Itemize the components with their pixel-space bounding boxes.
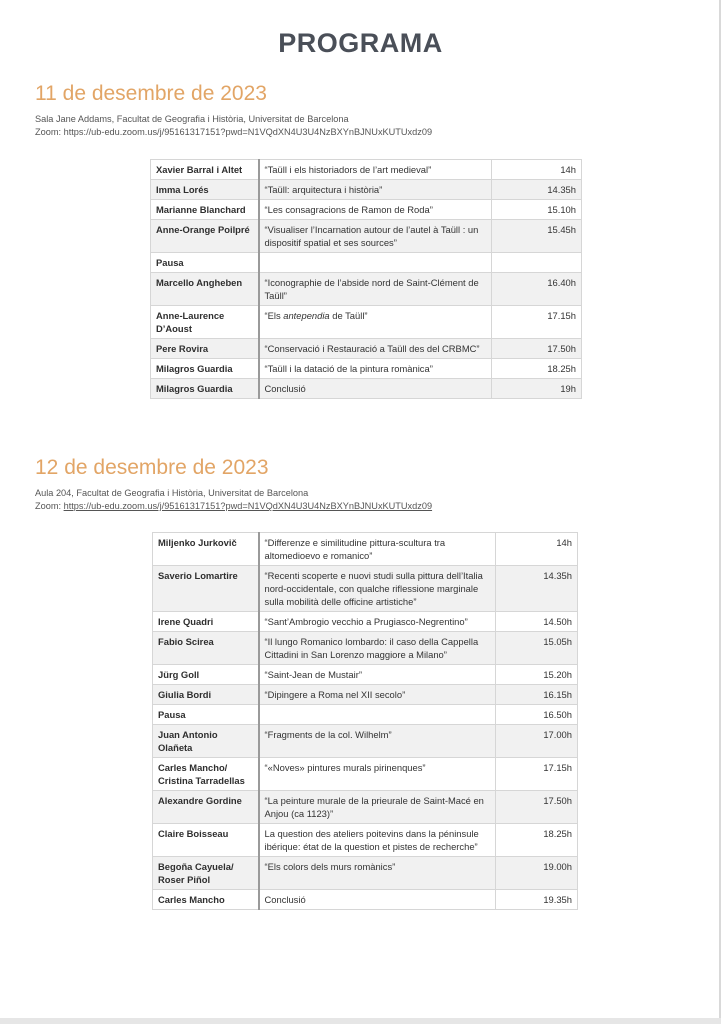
- talk-title: “Recenti scoperte e nuovi studi sulla pittura dell’Italia nord-occidentale, con qualche riflessione marginale sulla mobilità delle officine artistiche”: [259, 566, 496, 612]
- speaker-name: Begoña Cayuela/ Roser Piñol: [153, 857, 259, 890]
- day-1-venue: Sala Jane Addams, Facultat de Geografia i Història, Universitat de Barcelona: [35, 114, 349, 124]
- talk-title: Conclusió: [259, 890, 496, 910]
- session-time: 16.50h: [496, 705, 578, 725]
- session-time: 15.20h: [496, 665, 578, 685]
- talk-title: La question des ateliers poitevins dans la péninsule ibérique: état de la question et pistes de recherche”: [259, 824, 496, 857]
- session-time: 17.00h: [496, 725, 578, 758]
- day-2-venue: Aula 204, Facultat de Geografia i Història, Universitat de Barcelona: [35, 488, 309, 498]
- schedule-row: [151, 253, 582, 273]
- speaker-name: Marianne Blanchard: [151, 200, 259, 220]
- talk-title: “Fragments de la col. Wilhelm”: [259, 725, 496, 758]
- speaker-name: Giulia Bordi: [153, 685, 259, 705]
- session-time: 19h: [492, 379, 582, 399]
- session-time: 14h: [492, 160, 582, 180]
- speaker-name: Alexandre Gordine: [153, 791, 259, 824]
- session-time: 17.50h: [492, 339, 582, 359]
- speaker-name: Miljenko Jurkovič: [153, 533, 259, 566]
- talk-title: “Differenze e similitudine pittura-scultura tra altomedioevo e romanico”: [259, 533, 496, 566]
- speaker-name: Carles Mancho: [153, 890, 259, 910]
- speaker-name: Jürg Goll: [153, 665, 259, 685]
- talk-title: “Visualiser l’Incarnation autour de l’autel à Taüll : un dispositif spatial et ses sources”: [259, 220, 492, 253]
- talk-title: “Conservació i Restauració a Taüll des del CRBMC”: [259, 339, 492, 359]
- session-time: 15.45h: [492, 220, 582, 253]
- session-time: 14h: [496, 533, 578, 566]
- speaker-name: Xavier Barral i Altet: [151, 160, 259, 180]
- speaker-name: Milagros Guardia: [151, 379, 259, 399]
- schedule-row: [153, 685, 578, 705]
- schedule-row: [151, 273, 582, 306]
- session-time: 15.05h: [496, 632, 578, 665]
- talk-title: “Saint-Jean de Mustair”: [259, 665, 496, 685]
- speaker-name: Claire Boisseau: [153, 824, 259, 857]
- session-time: 17.15h: [492, 306, 582, 339]
- schedule-row: [153, 533, 578, 566]
- schedule-row: [153, 612, 578, 632]
- day-1-schedule-table: [150, 159, 582, 399]
- session-time: 19.35h: [496, 890, 578, 910]
- speaker-name: Pere Rovira: [151, 339, 259, 359]
- schedule-row: [151, 339, 582, 359]
- day-2-heading: 12 de desembre de 2023: [35, 456, 269, 479]
- schedule-row: [151, 359, 582, 379]
- talk-title: [259, 306, 492, 339]
- schedule-row: [153, 857, 578, 890]
- session-time: [492, 253, 582, 273]
- talk-title: “Taüll: arquitectura i història”: [259, 180, 492, 200]
- session-time: 18.25h: [492, 359, 582, 379]
- schedule-row: [151, 200, 582, 220]
- schedule-row: [151, 160, 582, 180]
- talk-title: “Iconographie de l’abside nord de Saint-Clément de Taüll”: [259, 273, 492, 306]
- day-2-schedule-table: [152, 532, 578, 910]
- talk-title: “Taüll i la datació de la pintura romànica”: [259, 359, 492, 379]
- speaker-name: Fabio Scirea: [153, 632, 259, 665]
- talk-title-italic: antependia: [283, 310, 330, 321]
- speaker-name: Pausa: [153, 705, 259, 725]
- schedule-row: [153, 758, 578, 791]
- schedule-row: [153, 824, 578, 857]
- talk-title: [259, 253, 492, 273]
- day-1-schedule-body: [151, 160, 582, 399]
- day-2-zoom-link[interactable]: https://ub-edu.zoom.us/j/95161317151?pwd=N1VQdXN4U3U4NzBXYnBJNUxKUTUxdz09: [63, 501, 433, 511]
- day-2-zoom-line: [35, 501, 432, 511]
- day-1-zoom-line: [35, 127, 432, 137]
- session-time: 14.50h: [496, 612, 578, 632]
- speaker-name: Saverio Lomartire: [153, 566, 259, 612]
- speaker-name: Pausa: [151, 253, 259, 273]
- talk-title: [259, 705, 496, 725]
- day-2-zoom-label: Zoom:: [35, 501, 64, 511]
- schedule-row: [151, 180, 582, 200]
- speaker-name: Anne-Orange Poilpré: [151, 220, 259, 253]
- talk-title: “Dipingere a Roma nel XII secolo”: [259, 685, 496, 705]
- speaker-name: Milagros Guardia: [151, 359, 259, 379]
- session-time: 18.25h: [496, 824, 578, 857]
- schedule-row: [153, 725, 578, 758]
- schedule-row: [153, 791, 578, 824]
- talk-title: “Les consagracions de Ramon de Roda”: [259, 200, 492, 220]
- session-time: 17.15h: [496, 758, 578, 791]
- schedule-row: [151, 306, 582, 339]
- talk-title: Conclusió: [259, 379, 492, 399]
- talk-title: “Taüll i els historiadors de l’art medieval”: [259, 160, 492, 180]
- session-time: 16.15h: [496, 685, 578, 705]
- session-time: 19.00h: [496, 857, 578, 890]
- day-1-zoom-label: Zoom:: [35, 127, 64, 137]
- speaker-name: Anne-Laurence D’Aoust: [151, 306, 259, 339]
- speaker-name: Carles Mancho/ Cristina Tarradellas: [153, 758, 259, 791]
- session-time: 17.50h: [496, 791, 578, 824]
- schedule-row: [153, 890, 578, 910]
- talk-title: “Il lungo Romanico lombardo: il caso della Cappella Cittadini in San Lorenzo maggiore a Milano”: [259, 632, 496, 665]
- day-1-heading: 11 de desembre de 2023: [35, 82, 267, 105]
- speaker-name: Irene Quadri: [153, 612, 259, 632]
- schedule-row: [151, 379, 582, 399]
- talk-title-part: “Els: [264, 310, 284, 321]
- schedule-row: [153, 665, 578, 685]
- talk-title: “«Noves» pintures murals pirinenques”: [259, 758, 496, 791]
- talk-title: “Els colors dels murs romànics”: [259, 857, 496, 890]
- page-title: PROGRAMA: [278, 28, 443, 58]
- schedule-row: [151, 220, 582, 253]
- schedule-row: [153, 566, 578, 612]
- talk-title-part: de Taüll”: [329, 310, 368, 321]
- speaker-name: Juan Antonio Olañeta: [153, 725, 259, 758]
- session-time: 15.10h: [492, 200, 582, 220]
- talk-title: “La peinture murale de la prieurale de Saint-Macé en Anjou (ca 1123)”: [259, 791, 496, 824]
- session-time: 14.35h: [492, 180, 582, 200]
- schedule-row: [153, 705, 578, 725]
- page-bottom-edge: [0, 1018, 721, 1024]
- session-time: 16.40h: [492, 273, 582, 306]
- speaker-name: Imma Lorés: [151, 180, 259, 200]
- schedule-row: [153, 632, 578, 665]
- day-2-schedule-body: [153, 533, 578, 910]
- speaker-name: Marcello Angheben: [151, 273, 259, 306]
- session-time: 14.35h: [496, 566, 578, 612]
- talk-title: “Sant’Ambrogio vecchio a Prugiasco-Negrentino”: [259, 612, 496, 632]
- day-1-zoom-link[interactable]: https://ub-edu.zoom.us/j/95161317151?pwd=N1VQdXN4U3U4NzBXYnBJNUxKUTUxdz09: [63, 127, 433, 137]
